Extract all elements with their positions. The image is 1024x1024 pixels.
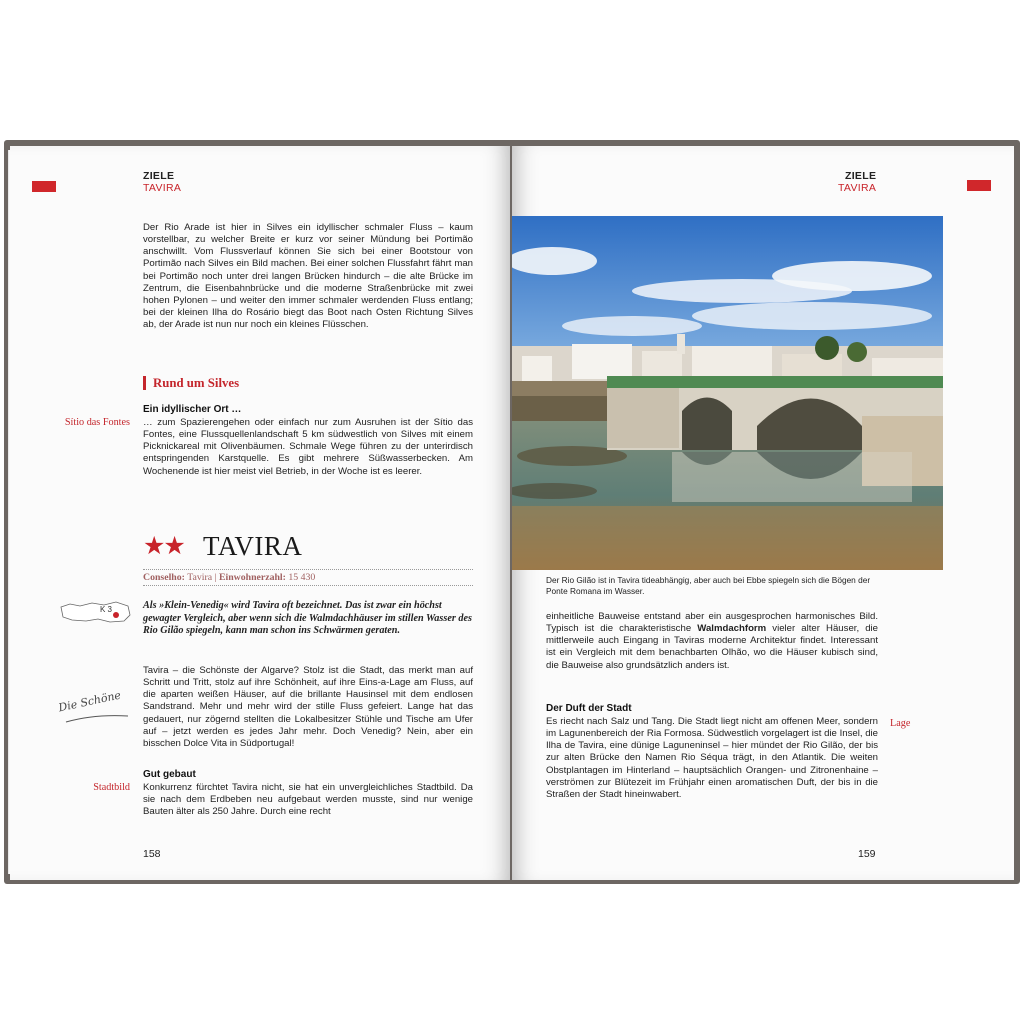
margin-note-stadtbild: Stadtbild (93, 782, 130, 793)
right-paragraph-1-part-a: einheitliche Bauweise entstand aber ein ausgesprochen harmonisches Bild. Typisch ist die charakteristische (546, 611, 878, 635)
left-red-tab (32, 181, 56, 192)
sub-heading-duft-der-stadt: Der Duft der Stadt (546, 703, 632, 714)
right-paragraph-2: Es riecht nach Salz und Tang. Die Stadt liegt nicht am offenen Meer, sondern im Lagunenbereich der Ria Formosa. Südwestlich vorgelagert ist die Insel, die Ilha de Tavira, eine dünige Laguneninsel – hier mündet der Rio Gilão, der bis zur alten Brücke den Namen Rio Séqua trägt, in den Atlantik. Die weiten Obstplantagen im Hinterland – hauptsächlich Orangen- und Zitronenhaine – verströmen zur Blütezeit im Frühjahr einen aromatischen Duft, der bis in die Straßen der Stadt hineinwabert. (546, 716, 878, 800)
photo-caption: Der Rio Gilão ist in Tavira tideabhängig, aber auch bei Ebbe spiegeln sich die Bögen der Ponte Romana im Wasser. (546, 575, 871, 596)
left-header-section: ZIELE (143, 170, 175, 182)
keyword-walmdachform: Walmdachform (697, 623, 767, 635)
sub-heading-gut-gebaut: Gut gebaut (143, 769, 196, 780)
locator-map-label: K 3 (100, 605, 113, 614)
page-number-left: 158 (143, 848, 161, 860)
margin-note-sitio-das-fontes: Sítio das Fontes (64, 417, 130, 428)
rating-stars: ★★ (143, 532, 184, 560)
margin-note-lage: Lage (890, 718, 911, 729)
script-note-die-schoene: Die Schöne (57, 688, 123, 715)
info-separator: | (214, 572, 217, 583)
left-paragraph-2: … zum Spazierengehen oder einfach nur zum Ausruhen ist der Sítio das Fontes, eine Flussquellenlandschaft 5 km südwestlich von Silves mit einem Picknickareal mit Olivenbäumen. Schmale Wege führen zu der unterirdisch entspringenden Karstquelle. Es gibt mehrere Süßwasserbecken. Am Wochenende ist hier meist viel Betrieb, in der Woche ist es leerer. (143, 417, 473, 477)
left-paragraph-3: Tavira – die Schönste der Algarve? Stolz ist die Stadt, das merkt man auf Schritt und Tritt, stolz auf ihre Schönheit, auf ihre Eins-a-Lage am Fluss, auf die aparten weißen Häuser, auf die brillante Hausinsel mit dem endlosen Sandstrand. Mehr und mehr wird der stille Fluss gefeiert. Lange hat das gedauert, nur zögernd stellten die Lokalbesitzer Stühle und Tische am Ufer auf – jetzt werden es jedes Jahr mehr. Doch Venedig? Nein, aber ein bisschen Dolce Vita in Südportugal! (143, 665, 473, 749)
page-number-right: 159 (858, 848, 876, 860)
locator-map-icon (58, 597, 134, 627)
sub-heading-idyllischer-ort: Ein idyllischer Ort … (143, 404, 242, 415)
left-header-place: TAVIRA (143, 182, 182, 194)
page-title: TAVIRA (203, 531, 303, 561)
right-paragraph-1-part-b: vieler alter Häuser, die mittlerweile auch Eingang in Taviras moderne Architektur findet. Interessant ist ein Vergleich mit dem benachbarten Olhão, wo die Häuser kubisch sind, die Bauweise also grundsätzlich anders ist. (546, 623, 878, 671)
right-header-place: TAVIRA (838, 182, 877, 194)
info-value-conselho: Tavira (187, 572, 213, 583)
info-label-einwohner: Einwohnerzahl: (218, 572, 286, 583)
info-label-conselho: Conselho: (143, 572, 185, 583)
script-underline-icon (64, 712, 130, 724)
left-paragraph-1: Der Rio Arade ist hier in Silves ein idyllischer schmaler Fluss – kaum vorstellbar, zu welcher Breite er kurz vor seiner Mündung bei Portimão anschwillt. Vom Flussverlauf können Sie sich bei einer Bootstour von Portimão nach Silves ein Bild machen. Bei einer solchen Flussfahrt fährt man bei Portimão noch unter drei langen Brücken hindurch – die alte Brücke im Zentrum, die Eisenbahnbrücke und die moderne Straßenbrücke mit zwei hohen Pylonen – und weiter den immer schmaler werdenden Fluss entlang; bei der kleinen Ilha do Rosário biegt das Boot nach Osten Richtung Silves ab, der Arade ist nun nur noch ein kleines Flüsschen. (143, 222, 473, 331)
right-red-tab (967, 180, 991, 191)
info-value-einwohner: 15 430 (288, 572, 316, 583)
photo-ponte-romana (512, 216, 943, 570)
right-header-section: ZIELE (845, 170, 877, 182)
left-paragraph-4: Konkurrenz fürchtet Tavira nicht, sie hat ein unvergleichliches Stadtbild. Da sie nach dem Erdbeben neu aufgebaut werden musste, sind nur wenige Bauten älter als 250 Jahre. Durch eine recht (143, 782, 473, 818)
intro-paragraph: Als »Klein-Venedig« wird Tavira oft bezeichnet. Das ist zwar ein höchst gewagter Vergleich, aber wenn sich die Walmdachhäuser im stillen Wasser des Rio Gilão spiegeln, kann man schon ins Schwärmen geraten. (143, 600, 472, 637)
info-bar (143, 569, 473, 586)
section-heading-rund-um-silves: Rund um Silves (143, 376, 239, 390)
right-paragraph-1 (546, 611, 878, 672)
